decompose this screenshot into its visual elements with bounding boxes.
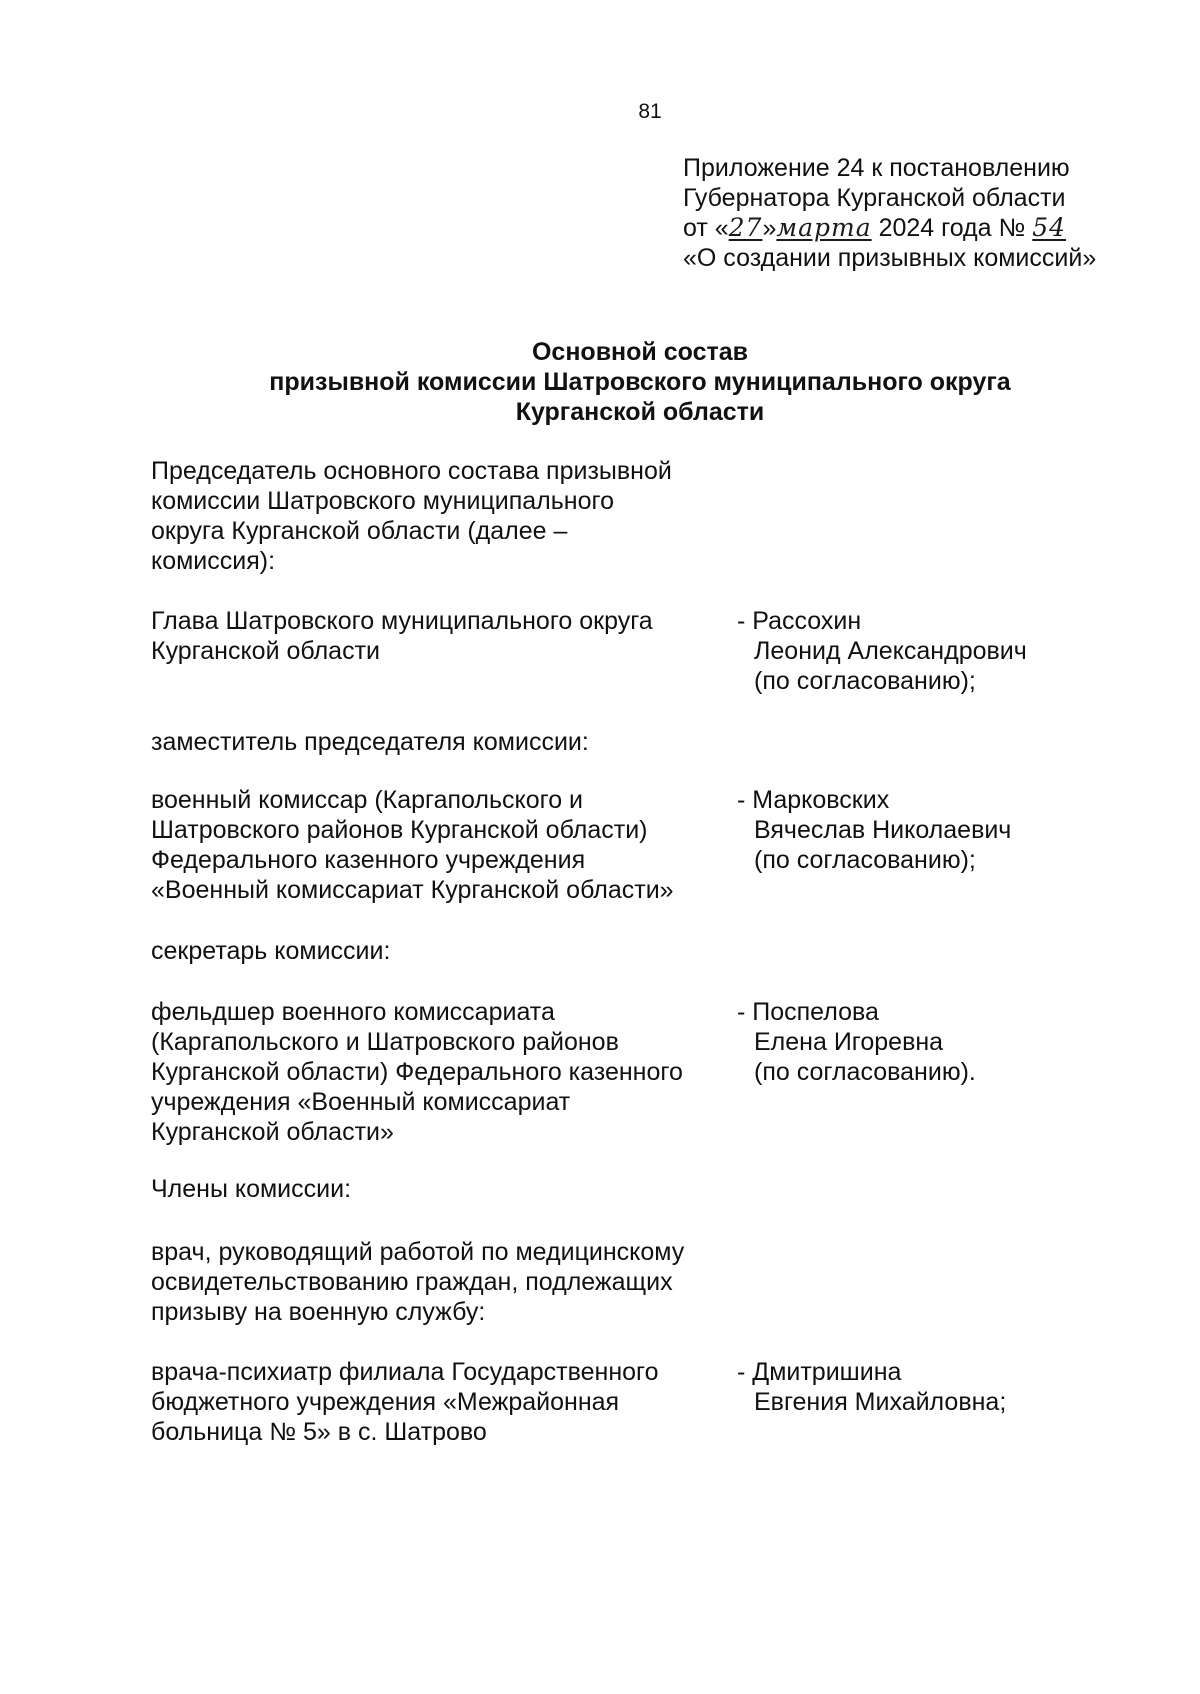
doctor-heading-line: призыву на военную службу:: [151, 1298, 486, 1326]
doctor-position: [151, 1357, 721, 1447]
chairman-heading-line: комиссии Шатровского муниципального: [151, 487, 614, 515]
handwritten-number: 54: [1032, 213, 1067, 242]
handwritten-day: 27: [728, 213, 763, 242]
document-title: [240, 337, 1040, 427]
secretary-given-names: Елена Игоревна: [754, 1028, 944, 1056]
chairman-heading-line: комиссия):: [151, 547, 276, 575]
doctor-surname: - Дмитришина: [737, 1358, 902, 1386]
chairman-position-line: Курганской области: [151, 637, 381, 665]
date-mid: »: [762, 214, 777, 242]
deputy-name: [737, 785, 1117, 875]
date-year: 2024 года №: [871, 214, 1033, 242]
secretary-position-line: Курганской области»: [151, 1118, 394, 1146]
doctor-position-line: бюджетного учреждения «Межрайонная: [151, 1388, 620, 1416]
handwritten-month: марта: [776, 213, 872, 242]
deputy-position-line: военный комиссар (Каргапольского и: [151, 786, 584, 814]
secretary-agreement: (по согласованию).: [754, 1058, 976, 1086]
secretary-position: [151, 997, 721, 1147]
doctor-heading: [151, 1237, 721, 1327]
doctor-given-names: Евгения Михайловна;: [754, 1388, 1007, 1416]
secretary-position-line: фельдшер военного комиссариата: [151, 998, 555, 1026]
chairman-surname: - Рассохин: [737, 607, 862, 635]
deputy-position: [151, 785, 721, 905]
doctor-position-line: врача-психиатр филиала Государственного: [151, 1358, 659, 1386]
chairman-heading: [151, 456, 721, 576]
chairman-position-line: Глава Шатровского муниципального округа: [151, 607, 653, 635]
title-line-1: Основной состав: [531, 338, 749, 366]
chairman-agreement: (по согласованию);: [754, 667, 976, 695]
appendix-line-4: «О создании призывных комиссий»: [683, 244, 1097, 272]
appendix-line-3: [683, 213, 1096, 243]
secretary-position-line: (Каргапольского и Шатровского районов: [151, 1028, 619, 1056]
deputy-position-line: Федерального казенного учреждения: [151, 846, 586, 874]
secretary-position-line: Курганской области) Федерального казенного: [151, 1058, 683, 1086]
chairman-given-names: Леонид Александрович: [754, 637, 1027, 665]
deputy-agreement: (по согласованию);: [754, 846, 976, 874]
secretary-name: [737, 997, 1117, 1087]
chairman-heading-line: округа Курганской области (далее –: [151, 517, 568, 545]
date-prefix: от «: [683, 214, 729, 242]
doctor-name: [737, 1357, 1117, 1417]
title-line-3: Курганской области: [515, 398, 765, 426]
chairman-position: [151, 606, 721, 666]
appendix-block: [683, 153, 1096, 273]
title-line-2: призывной комиссии Шатровского муниципального округа: [269, 368, 1011, 396]
deputy-surname: - Марковских: [737, 786, 890, 814]
deputy-position-line: «Военный комиссариат Курганской области»: [151, 876, 674, 904]
members-heading: Члены комиссии:: [151, 1175, 352, 1203]
chairman-heading-line: Председатель основного состава призывной: [151, 457, 672, 485]
deputy-heading: заместитель председателя комиссии:: [151, 728, 589, 756]
secretary-position-line: учреждения «Военный комиссариат: [151, 1088, 571, 1116]
doctor-heading-line: освидетельствованию граждан, подлежащих: [151, 1268, 673, 1296]
secretary-heading: секретарь комиссии:: [151, 937, 391, 965]
doctor-heading-line: врач, руководящий работой по медицинскому: [151, 1238, 685, 1266]
deputy-position-line: Шатровского районов Курганской области): [151, 816, 648, 844]
chairman-name: [737, 606, 1117, 696]
appendix-line-1: Приложение 24 к постановлению: [683, 154, 1070, 182]
deputy-given-names: Вячеслав Николаевич: [754, 816, 1012, 844]
secretary-surname: - Поспелова: [737, 998, 879, 1026]
page-number: 81: [638, 100, 662, 123]
doctor-position-line: больница № 5» в с. Шатрово: [151, 1418, 487, 1446]
appendix-line-2: Губернатора Курганской области: [683, 184, 1066, 212]
